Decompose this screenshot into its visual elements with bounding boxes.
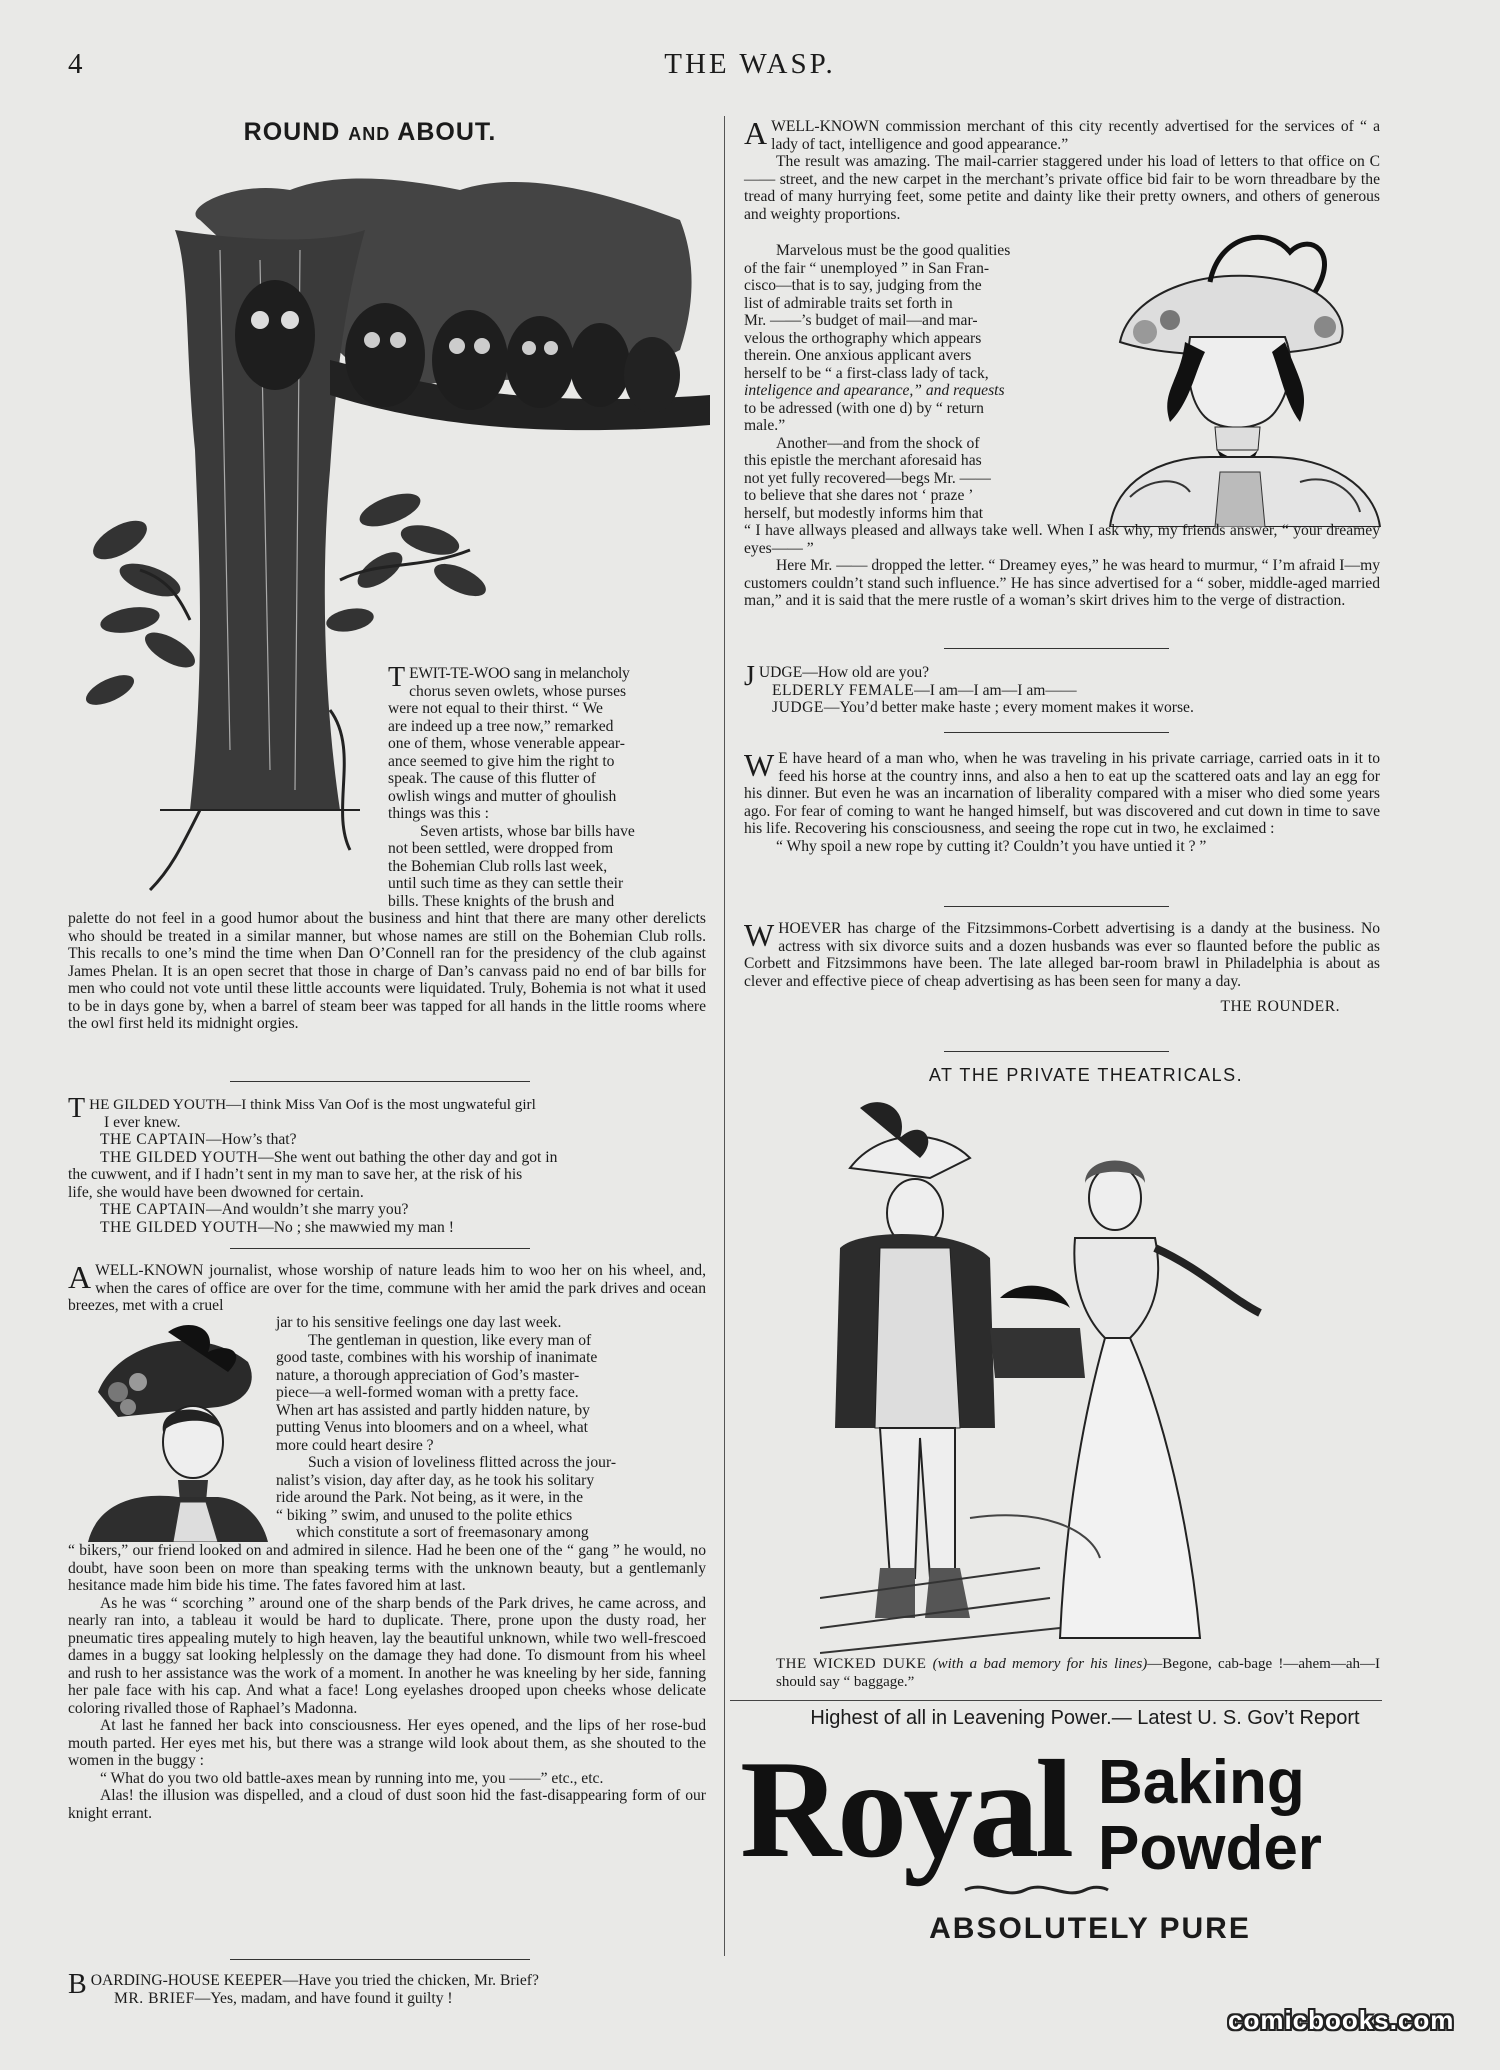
separator-rule bbox=[230, 1248, 530, 1249]
gilded-line-3: THE CAPTAIN—How’s that? bbox=[100, 1131, 297, 1148]
separator-rule bbox=[944, 732, 1169, 733]
journalist-article-intro: AWELL-KNOWN journalist, whose worship of nature leads him to woo her on his wheel, and, when the cares of office are over for the time, commune with her amid the park drives and ocean breezes, met with a cruel bbox=[68, 1259, 706, 1314]
section-title-word-3: ABOUT. bbox=[397, 118, 497, 146]
journalist-article-continued: “ bikers,” our friend looked on and admired in silence. Had he been one of the “ gang ” he would, no doubt, have soon been on more than speaking terms with the unknown beauty, but a gentlemanly hesitance made him bide his time. The fates favored him at last. As he was “ scorching ” around one of the sharp bends of the Park drives, he came across, and nearly ran into, a tableau it would be hard to duplicate. There, prone upon the dusty road, her pneumatic tires appealing mutely to high heaven, lay the beautiful unknown, while two well-frescoed dames in a buggy sat looking helplessly on the damage they had done. To dismount from his wheel and rush to her assistance was the work of a moment. In another he was kneeling by her side, fanning her pale face with his cap. And what a face! Long eyelashes drooped upon cheeks whose delicate coloring rivalled those of Raphael’s Madonna. At last he fanned her back into consciousness. Her eyes opened, and the lips of her rose-bud mouth parted. Her eyes met his, but there was a strange wild look about them, as she shouted to the women in the buggy : “ What do you two old battle-axes mean by running into me, you ——” etc., etc. Alas! the illusion was dispelled, and a cloud of dust soon hid the fast-disappearing form of our knight errant. bbox=[68, 1542, 706, 1822]
separator-rule bbox=[944, 906, 1169, 907]
ad-slogan: ABSOLUTELY PURE bbox=[929, 1912, 1251, 1945]
judge-joke: JUDGE—How old are you? ELDERLY FEMALE—I am—I am—I am—— JUDGE—You’d better make haste ; every moment makes it worse. bbox=[744, 661, 1194, 716]
owls-article-intro bbox=[388, 662, 706, 910]
owls-line-2: chorus seven owlets, whose purses bbox=[409, 682, 627, 700]
owls-line-4: are indeed up a tree now,” remarked bbox=[388, 717, 614, 735]
publication-title: THE WASP. bbox=[664, 48, 836, 80]
separator-rule bbox=[944, 1051, 1169, 1052]
fitzsimmons-corbett-article: WHOEVER has charge of the Fitzsimmons-Corbett advertising is a dandy at the business. No actress with six divorce suits and a dozen husbands was ever so flaunted before the public as Corbett and Fitzsimmons have been. The late alleged bar-room brawl in Philadelphia is about as clever and effective piece of cheap advertising as has been seen for many a day. THE ROUNDER. bbox=[744, 917, 1380, 1015]
cartoon-caption: THE WICKED DUKE (with a bad memory for his lines)—Begone, cab-bage !—ahem—ah—I should say “ baggage.” bbox=[776, 1656, 1380, 1690]
journalist-article-side: jar to his sensitive feelings one day last week. The gentleman in question, like every man of good taste, combines with his worship of inanimate nature, a thorough appreciation of God’s master- piece—a well-formed woman with a pretty face. When art has assisted and partly hidden nature, by putting Venus into bloomers and on a wheel, what more could heart desire ? Such a vision of loveliness flitted across the jour- nalist’s vision, day after day, as he took his solitary ride around the Park. Not being, as it were, in the “ biking ” swim, and unused to the polite ethics which constitute a sort of freemasonary among bbox=[276, 1314, 617, 1541]
cartoon-title: AT THE PRIVATE THEATRICALS. bbox=[928, 1065, 1244, 1085]
gilded-line-2: I ever knew. bbox=[104, 1113, 181, 1131]
lady-in-hat-illustration-left bbox=[78, 1322, 268, 1542]
section-title-word-1: ROUND bbox=[243, 118, 341, 146]
section-title bbox=[70, 118, 670, 147]
gilded-line-6: life, she would have been dwowned for certain. bbox=[68, 1183, 364, 1201]
section-title-word-2: AND bbox=[348, 124, 391, 144]
merchant-article-continued: “ I have allways pleased and allways take well. When I ask why, my friends answer, “ your dreamey eyes—— ” Here Mr. —— dropped the letter. “ Dreamey eyes,” he was heard to murmur, “ I’m afraid I—my customers couldn’t stand such influence.” He has since advertised for a “ sober, middle-aged married man,” and it is said that the mere rustle of a woman’s skirt drives him to the verge of distraction. bbox=[744, 522, 1380, 609]
gilded-line-5: the cuwwent, and if I hadn’t sent in my man to save her, at the risk of his bbox=[68, 1166, 523, 1183]
gilded-line-1: THE GILDED YOUTH—I think Miss Van Oof is the most ungwateful girl bbox=[68, 1093, 536, 1124]
owls-article-continued: palette do not feel in a good humor about the business and hint that there are many other derelicts who should be treated in a similar manner, but whose names are still on the Bohemian Club rolls. This recalls to one’s mind the time when Dan O’Connell ran for the presidency of the club against James Phelan. It is an open secret that those in charge of Dan’s canvass paid no end of bar bills for men who could not vote until these little accounts were liquidated. Truly, Bohemia is not what it used to be in days gone by, when a barrel of steam beer was tapped for all hands in the little rooms where the owl first held its midnight orgies. bbox=[68, 910, 706, 1032]
owls-line-5: one of them, whose venerable appear- bbox=[388, 735, 625, 752]
merchant-article-intro: AWELL-KNOWN commission merchant of this city recently advertised for the services of “ a lady of tact, intelligence and good appearance.” The result was amazing. The mail-carrier staggered under his load of letters to that office on C—— street, and the new carpet in the merchant’s private office bid fair to be worn threadbare by the tread of many hurrying feet, some petite and dainty like their pretty owners, and others of generous and weighty proportions. bbox=[744, 115, 1380, 223]
owls-line-11: not been settled, were dropped from bbox=[388, 840, 614, 857]
owls-line-8: owlish wings and mutter of ghoulish bbox=[388, 787, 617, 805]
private-theatricals-cartoon bbox=[820, 1098, 1290, 1658]
ad-product-line-1: Baking bbox=[1098, 1748, 1305, 1817]
ad-brand-logo: Royal bbox=[740, 1732, 1070, 1887]
gilded-line-7: THE CAPTAIN—And wouldn’t she marry you? bbox=[100, 1201, 409, 1218]
column-divider bbox=[724, 116, 725, 1956]
owls-line-12: the Bohemian Club rolls last week, bbox=[388, 857, 608, 875]
gilded-line-4: THE GILDED YOUTH—She went out bathing the other day and got in bbox=[100, 1148, 558, 1166]
ad-flourish bbox=[960, 1880, 1110, 1900]
separator-rule bbox=[230, 1959, 530, 1960]
owls-line-6: ance seemed to give him the right to bbox=[388, 752, 615, 770]
ad-product-line-2: Powder bbox=[1098, 1814, 1322, 1883]
lady-in-hat-illustration-right bbox=[1100, 232, 1385, 527]
ad-tagline: Highest of all in Leavening Power.— Latest U. S. Gov’t Report bbox=[810, 1707, 1360, 1729]
owls-line-3: were not equal to their thirst. “ We bbox=[388, 700, 603, 717]
watermark: comicbooks.com bbox=[1228, 2005, 1455, 2035]
owls-line-7: speak. The cause of this flutter of bbox=[388, 770, 596, 787]
miser-anecdote: W E have heard of a man who, when he was traveling in his private carriage, carried oats in it to feed his horse at the country inns, and also a hen to eat up the scattered oats and lay an egg for his dinner. But even he was an incarnation of liberality compared with a miser who died some years ago. For fear of coming to want he hanged himself, but was discovered and cut down in time to save his life. Recovering his consciousness, and seeing the rope cut in two, he exclaimed : “ Why spoil a new rope by cutting it? Couldn’t you have untied it ? ” bbox=[744, 747, 1380, 855]
boarding-house-joke: BOARDING-HOUSE KEEPER—Have you tried the chicken, Mr. Brief? MR. BRIEF—Yes, madam, and have found it guilty ! bbox=[68, 1969, 539, 2007]
owls-line-10: Seven artists, whose bar bills have bbox=[420, 822, 635, 840]
separator-rule bbox=[230, 1081, 530, 1082]
separator-rule bbox=[944, 648, 1169, 649]
gilded-youth-dialogue bbox=[68, 1093, 706, 1236]
owls-line-13: until such time as they can settle their bbox=[388, 875, 624, 892]
owls-line-14: bills. These knights of the brush and bbox=[388, 892, 615, 910]
owls-line-1: TEWIT-TE-WOO sang in melancholy bbox=[388, 662, 630, 693]
owls-line-9: things was this : bbox=[388, 805, 489, 822]
author-signature: THE ROUNDER. bbox=[1220, 998, 1340, 1015]
merchant-article-side: Marvelous must be the good qualities of the fair “ unemployed ” in San Fran- cisco—that is to say, judging from the list of admirable traits set forth in Mr. ——’s budget of mail—and mar- velous the orthography which appears therein. One anxious applicant avers herself to be “ a first-class lady of tack, inteligence and apearance,” and requests to be adressed (with one d) by “ return male.” Another—and from the shock of this epistle the merchant aforesaid has not yet fully recovered—begs Mr. —— to believe that she dares not ‘ praze ’ herself, but modestly informs him that bbox=[744, 242, 1011, 522]
gilded-line-8: THE GILDED YOUTH—No ; she mawwied my man ! bbox=[100, 1218, 454, 1236]
ad-top-rule bbox=[730, 1700, 1382, 1701]
page-number: 4 bbox=[68, 48, 83, 80]
